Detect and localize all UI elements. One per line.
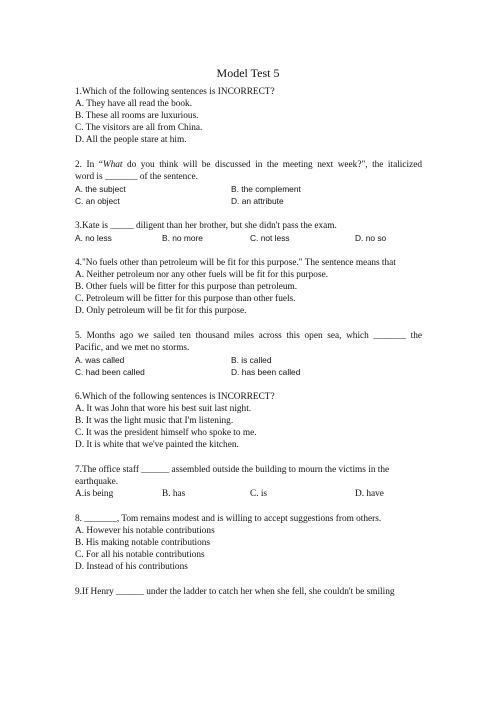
option-d: D. Only petroleum will be fit for this purpose. (75, 306, 247, 316)
question-stem: 7.The office staff ______ assembled outside the building to mourn the victims in the (75, 465, 390, 475)
option-d: D. no so (355, 233, 387, 243)
option-a: A.is being (75, 489, 114, 499)
option-d: D. has been called (231, 367, 301, 377)
option-c: C. is (250, 489, 268, 499)
option-c: C. For all his notable contributions (75, 550, 205, 560)
option-b: B. is called (231, 355, 272, 365)
question-4 (75, 257, 422, 317)
option-b: B. It was the light music that I'm listening. (75, 416, 234, 426)
option-row (75, 195, 422, 207)
question-1 (75, 86, 422, 146)
option-row (75, 183, 422, 195)
option-a: A. They have all read the book. (75, 99, 193, 109)
option-c: C. Petroleum will be fitter for this purpose than other fuels. (75, 294, 296, 304)
question-stem-line-2: Pacific, and we met no storms. (75, 343, 190, 353)
option-d: D. It is white that we've painted the kitchen. (75, 440, 239, 450)
option-a: A. Neither petroleum nor any other fuels will be fit for this purpose. (75, 270, 329, 280)
question-stem (75, 159, 422, 171)
option-row (75, 354, 422, 366)
question-8 (75, 513, 422, 573)
option-c: C. It was the president himself who spoke to me. (75, 428, 257, 438)
option-b: B. has (162, 489, 186, 499)
option-a: A. the subject (75, 184, 126, 194)
option-d: D. All the people stare at him. (75, 135, 187, 145)
question-stem: 9.If Henry ______ under the ladder to catch her when she fell, she couldn't be smiling (75, 587, 395, 597)
question-stem: 3.Kate is _____ diligent than her brother, but she didn't pass the exam. (75, 221, 337, 231)
option-row (75, 232, 422, 244)
option-b: B. no more (162, 233, 203, 243)
italicized-word: What (102, 160, 123, 170)
question-stem-line-2: earthquake. (75, 477, 119, 487)
option-a: A. However his notable contributions (75, 526, 215, 536)
question-stem: 6.Which of the following sentences is INCORRECT? (75, 392, 275, 402)
option-b: B. the complement (231, 184, 301, 194)
question-stem: 4."No fuels other than petroleum will be fit for this purpose." The sentence means that (75, 258, 396, 268)
option-a: A. It was John that wore his best suit last night. (75, 404, 252, 414)
question-list (75, 86, 422, 611)
option-c: C. an object (75, 196, 120, 206)
question-5 (75, 330, 422, 378)
page-title: Model Test 5 (216, 66, 280, 80)
option-c: C. The visitors are all from China. (75, 123, 203, 133)
question-stem: 5. Months ago we sailed ten thousand miles across this open sea, which _______ the (75, 331, 422, 341)
option-a: A. no less (75, 233, 112, 243)
question-stem: 1.Which of the following sentences is INCORRECT? (75, 87, 275, 97)
question-stem: 8. _______, Tom remains modest and is willing to accept suggestions from others. (75, 514, 382, 524)
option-b: B. His making notable contributions (75, 538, 211, 548)
option-c: C. had been called (75, 367, 145, 377)
question-7 (75, 464, 422, 500)
option-c: C. not less (250, 233, 290, 243)
option-d: D. Instead of his contributions (75, 562, 188, 572)
option-d: D. an attribute (231, 196, 284, 206)
question-9 (75, 586, 422, 598)
stem-part: do you think will be discussed in the meeting next week?", the italicized (122, 160, 422, 170)
option-a: A. was called (75, 355, 125, 365)
question-2 (75, 159, 422, 207)
option-row (75, 488, 422, 500)
option-b: B. These all rooms are luxurious. (75, 111, 199, 121)
stem-part: 2. In “ (75, 160, 103, 170)
option-d: D. have (355, 489, 384, 499)
question-stem-line-2: word is _______ of the sentence. (75, 172, 198, 182)
question-3 (75, 220, 422, 244)
option-row (75, 366, 422, 378)
question-6 (75, 391, 422, 451)
option-b: B. Other fuels will be fitter for this purpose than petroleum. (75, 282, 298, 292)
